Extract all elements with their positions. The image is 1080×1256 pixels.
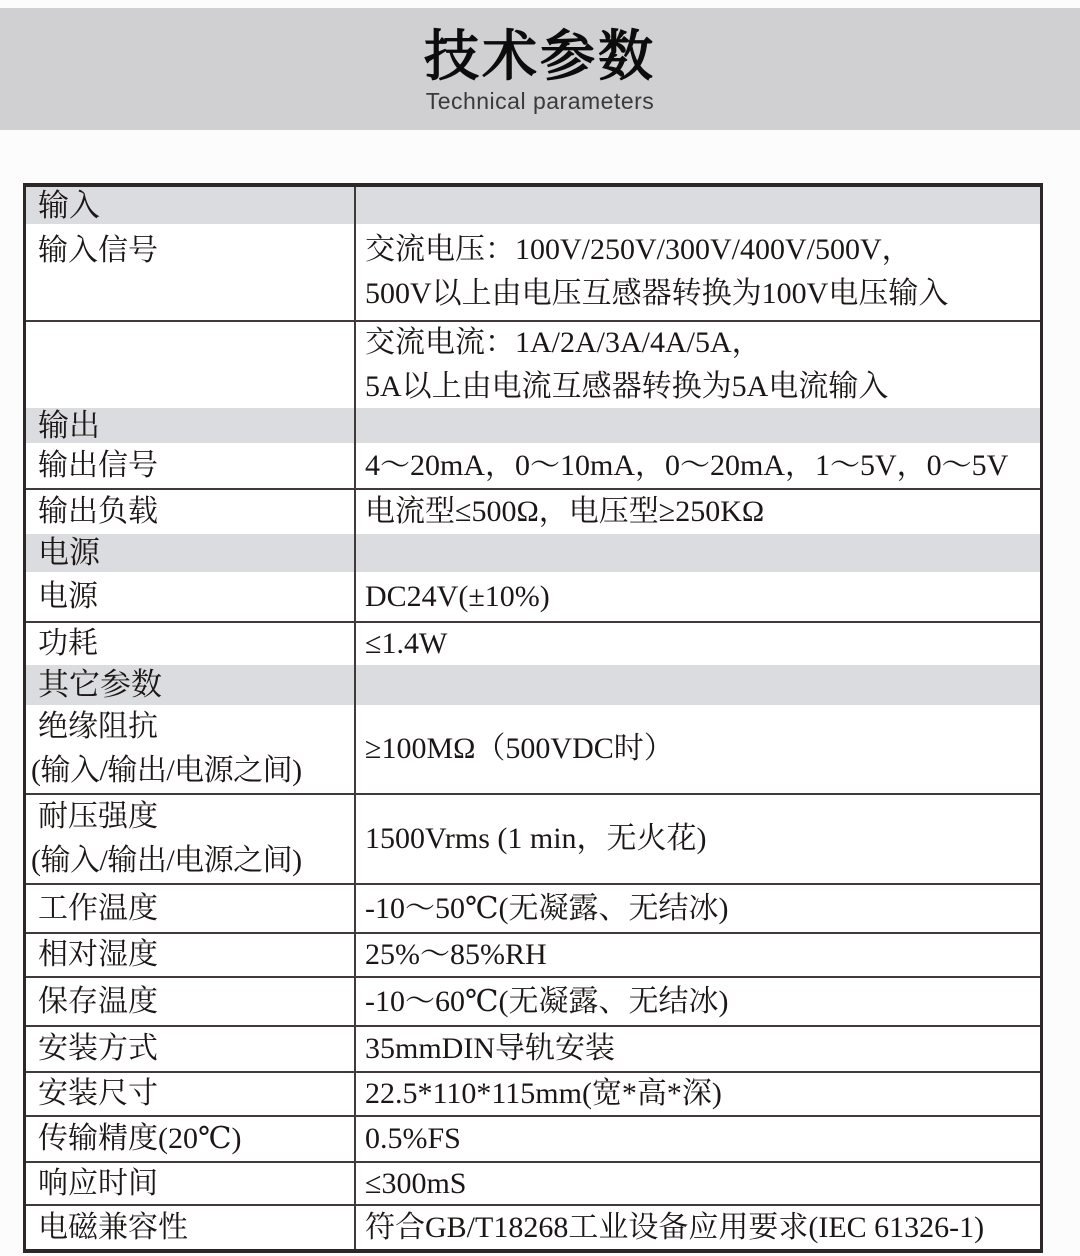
spec-label: 输出信号 — [38, 448, 158, 482]
section-empty-cell — [354, 534, 1040, 572]
spec-label: 功耗 — [38, 627, 98, 660]
spec-value: -10～60℃(无凝露、无结冰) — [365, 984, 729, 1018]
spec-label-line1: 耐压强度 — [38, 800, 158, 833]
section-label-cell — [26, 534, 354, 572]
spec-value-cell — [354, 322, 1040, 408]
table-row-output-load — [26, 488, 1040, 534]
technical-parameters-table — [23, 183, 1043, 1253]
spec-label: 响应时间 — [38, 1166, 158, 1200]
table-row-emc — [26, 1204, 1040, 1249]
section-label-cell — [26, 408, 354, 443]
table-row-storage-temperature — [26, 976, 1040, 1025]
spec-label-cell — [26, 1027, 354, 1071]
spec-value-cell — [354, 490, 1040, 534]
spec-label: 输入信号 — [38, 234, 158, 267]
table-row-mounting-method — [26, 1025, 1040, 1071]
spec-label-cell — [26, 934, 354, 976]
table-row-input-current — [26, 320, 1040, 408]
spec-label-line2: (输入/输出/电源之间) — [31, 844, 302, 877]
spec-value: ≤300mS — [365, 1166, 467, 1200]
table-row-response-time — [26, 1161, 1040, 1204]
spec-label-line1: 绝缘阻抗 — [38, 710, 158, 743]
spec-value-line2: 500V以上由电压互感器转换为100V电压输入 — [365, 277, 949, 310]
spec-label-cell — [26, 572, 354, 621]
spec-label-cell — [26, 490, 354, 534]
table-row-output-signal — [26, 443, 1040, 488]
table-section-row-output — [26, 408, 1040, 443]
spec-label: 传输精度(20℃) — [38, 1122, 242, 1155]
spec-label-cell — [26, 705, 354, 793]
spec-label-cell — [26, 1206, 354, 1249]
spec-value: DC24V(±10%) — [365, 579, 550, 613]
spec-value: ≥100MΩ（500VDC时） — [365, 732, 674, 765]
spec-label: 电源 — [38, 579, 98, 613]
spec-value: 4～20mA，0～10mA，0～20mA，1～5V，0～5V — [365, 448, 1009, 482]
spec-value-cell — [354, 224, 1040, 320]
spec-value-cell — [354, 885, 1040, 932]
table-row-insulation-resistance — [26, 705, 1040, 793]
spec-label: 保存温度 — [38, 984, 158, 1018]
spec-label-cell — [26, 885, 354, 932]
spec-label-cell — [26, 795, 354, 883]
page-subtitle: Technical parameters — [425, 88, 655, 114]
spec-label: 输出负载 — [38, 495, 158, 528]
spec-label: 安装方式 — [38, 1032, 158, 1065]
spec-value: 1500Vrms (1 min，无火花) — [365, 822, 707, 855]
spec-value: 25%～85%RH — [365, 938, 547, 971]
spec-value-cell — [354, 705, 1040, 793]
table-row-transmission-accuracy — [26, 1115, 1040, 1161]
table-row-relative-humidity — [26, 932, 1040, 976]
spec-label-cell — [26, 1117, 354, 1161]
spec-value: 符合GB/T18268工业设备应用要求(IEC 61326-1) — [365, 1210, 985, 1244]
table-section-row-other — [26, 665, 1040, 705]
table-section-row-input — [26, 187, 1040, 224]
spec-value-cell — [354, 978, 1040, 1025]
section-label: 输入 — [38, 187, 100, 223]
spec-label: 工作温度 — [38, 891, 158, 925]
spec-value: 0.5%FS — [365, 1122, 461, 1155]
spec-label: 相对湿度 — [38, 938, 158, 971]
spec-value: 35mmDIN导轨安装 — [365, 1032, 615, 1065]
spec-value-cell — [354, 1163, 1040, 1204]
table-row-withstand-voltage — [26, 793, 1040, 883]
spec-label-cell — [26, 443, 354, 488]
section-label-cell — [26, 187, 354, 224]
table-row-mounting-dimensions — [26, 1071, 1040, 1115]
section-empty-cell — [354, 187, 1040, 224]
spec-value-cell — [354, 443, 1040, 488]
spec-value-line1: 交流电压：100V/250V/300V/400V/500V， — [365, 233, 912, 266]
spec-label-cell — [26, 1073, 354, 1115]
section-label: 电源 — [38, 535, 100, 570]
spec-label: 安装尺寸 — [38, 1077, 158, 1110]
spec-value-line2: 5A以上由电流互感器转换为5A电流输入 — [365, 370, 889, 403]
table-section-row-power — [26, 534, 1040, 572]
spec-label-line2: (输入/输出/电源之间) — [31, 754, 302, 787]
table-row-operating-temperature — [26, 883, 1040, 932]
spec-label-cell — [26, 978, 354, 1025]
spec-value: 电流型≤500Ω，电压型≥250KΩ — [365, 495, 765, 528]
spec-value-cell — [354, 934, 1040, 976]
spec-value-cell — [354, 1073, 1040, 1115]
spec-value: -10～50℃(无凝露、无结冰) — [365, 891, 729, 925]
spec-value: ≤1.4W — [365, 627, 448, 660]
section-empty-cell — [354, 408, 1040, 443]
spec-label-cell — [26, 224, 354, 320]
section-empty-cell — [354, 665, 1040, 705]
spec-label-cell — [26, 1163, 354, 1204]
section-label-cell — [26, 665, 354, 705]
table-row-input-signal — [26, 224, 1040, 320]
spec-value: 22.5*110*115mm(宽*高*深) — [365, 1077, 722, 1110]
spec-value-cell — [354, 1117, 1040, 1161]
spec-value-cell — [354, 623, 1040, 665]
spec-value-cell — [354, 1027, 1040, 1071]
spec-value-line1: 交流电流：1A/2A/3A/4A/5A， — [365, 326, 762, 359]
spec-value-cell — [354, 572, 1040, 621]
spec-value-cell — [354, 795, 1040, 883]
spec-value-cell — [354, 1206, 1040, 1249]
page-header — [0, 26, 1080, 114]
page-title: 技术参数 — [423, 25, 656, 87]
section-label: 输出 — [38, 407, 100, 443]
section-label: 其它参数 — [38, 667, 162, 702]
table-row-power-supply — [26, 572, 1040, 621]
spec-label-cell — [26, 623, 354, 665]
spec-label-cell — [26, 322, 354, 408]
spec-label: 电磁兼容性 — [38, 1210, 188, 1244]
table-row-power-consumption — [26, 621, 1040, 665]
